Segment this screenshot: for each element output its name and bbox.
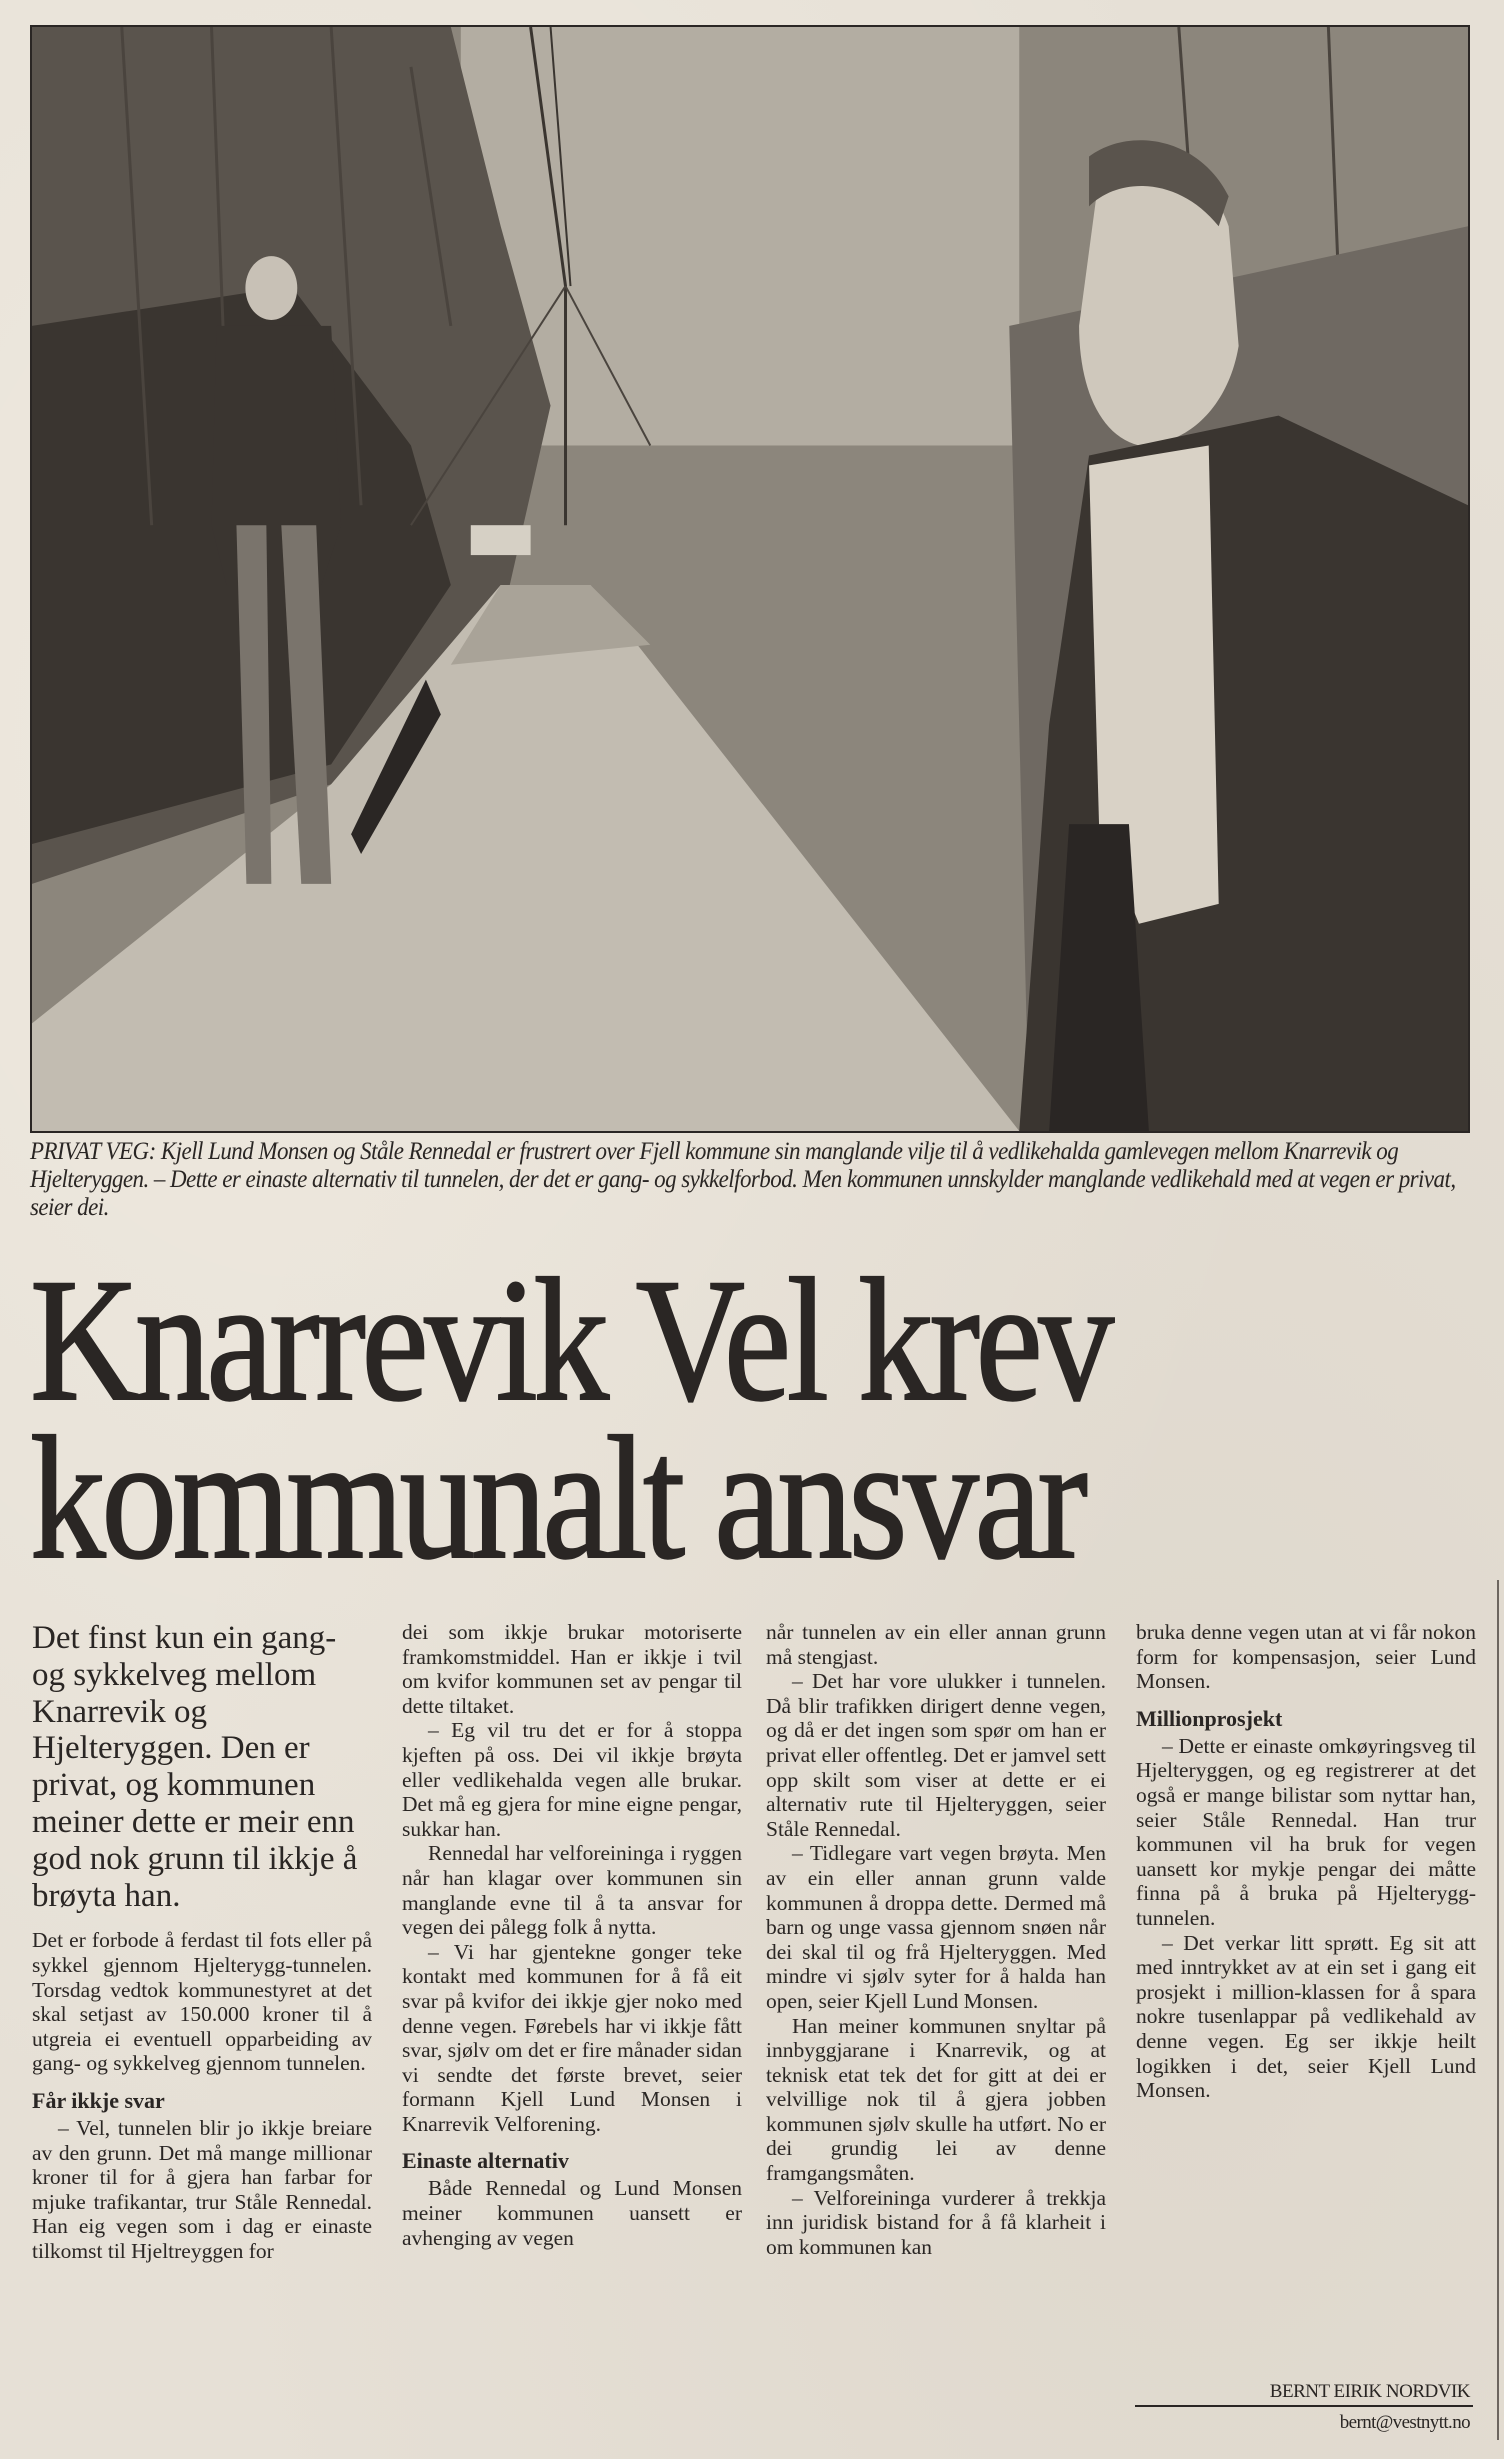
paragraph: bruka denne vegen utan at vi får nokon form for kompensasjon, seier Lund Monsen. bbox=[1136, 1620, 1476, 1694]
paragraph: – Det verkar litt sprøtt. Eg sit att med inntrykket av at ein set i gang eit prosjekt i million-klassen for å spara nokre tusenlappar på vedlikehald av denne vegen. Eg ser ikkje heilt logikken i det, seier Kjell Lund Monsen. bbox=[1136, 1930, 1476, 2103]
article-photo bbox=[30, 25, 1470, 1133]
column-rule bbox=[1497, 1580, 1499, 2440]
paragraph: – Dette er einaste omkøyringsveg til Hjelteryggen, og eg registrerer at det også er mange bilistar som nyttar han, seier Ståle Rennedal. Han trur kommunen vil ha bruk for vegen uansett kor mykje pengar dei måtte finna på å bruka på Hjelterygg-tunnelen. bbox=[1136, 1733, 1476, 1930]
paragraph: dei som ikkje brukar motoriserte framkomstmiddel. Han er ikkje i tvil om kvifor kommunen set av pengar til dette tiltaket. bbox=[402, 1620, 742, 1718]
photo-illustration bbox=[32, 27, 1468, 1131]
article-column-3 bbox=[766, 1620, 1106, 2259]
byline-author: BERNT EIRIK NORDVIK bbox=[1269, 2381, 1470, 2402]
headline-line-1: Knarrevik Vel krev bbox=[30, 1243, 1110, 1438]
paragraph: Rennedal har velforeininga i ryggen når han klagar over kommunen sin manglande evne til å ta ansvar for vegen dei pålegg folk å nytta. bbox=[402, 1841, 742, 1940]
paragraph: – Tidlegare vart vegen brøyta. Men av ein eller annan grunn valde kommunen å droppa dette. Dermed må barn og unge vassa gjennom snøen når dei skal til og frå Hjelteryggen. Med mindre vi sjølv syter for å halda han open, seier Kjell Lund Monsen. bbox=[766, 1841, 1106, 2013]
paragraph: – Vel, tunnelen blir jo ikkje breiare av den grunn. Det må mange millionar kroner til for å gjera han farbar for mjuke trafikantar, trur Ståle Rennedal. Han eig vegen som i dag er einaste tilkomst til Hjeltreyggen for bbox=[32, 2115, 372, 2263]
article-column-2 bbox=[402, 1620, 742, 2250]
caption-lead: PRIVAT VEG: bbox=[30, 1138, 156, 1165]
byline-email[interactable]: bernt@vestnytt.no bbox=[1339, 2412, 1470, 2433]
paragraph: Både Rennedal og Lund Monsen meiner kommunen uansett er avhenging av vegen bbox=[402, 2176, 742, 2250]
paragraph: når tunnelen av ein eller annan grunn må stengjast. bbox=[766, 1620, 1106, 1669]
paragraph: Det er forbode å ferdast til fots eller på sykkel gjennom Hjelterygg-tunnelen. Torsdag vedtok kommunestyret at det skal setjast av 150.000 kroner til å utgreia ei eventuell opparbeiding av gang- og sykkelveg gjennom tunnelen. bbox=[32, 1928, 372, 2076]
paragraph: – Eg vil tru det er for å stoppa kjeften på oss. Dei vil ikkje brøyta eller vedlikehalda vegen alle brukar. Det må eg gjera for mine eigne pengar, sukkar han. bbox=[402, 1718, 742, 1841]
paragraph: Han meiner kommunen snyltar på innbyggjarane i Knarrevik, og at teknisk etat tek det for gitt at dei er velvillige nok til å gjera jobben kommunen sjølv skulle ha utført. No er dei grundig lei av denne framgangsmåten. bbox=[766, 2013, 1106, 2186]
article-column-4 bbox=[1136, 1620, 1476, 2103]
article-column-1 bbox=[32, 1620, 372, 2264]
headline-line-2: kommunalt ansvar bbox=[30, 1401, 1084, 1596]
subheading: Får ikkje svar bbox=[32, 2087, 165, 2113]
paragraph: – Velforeininga vurderer å trekkja inn juridisk bistand for å få klarheit i om kommunen kan bbox=[766, 2185, 1106, 2259]
subheading: Millionprosjekt bbox=[1136, 1705, 1283, 1731]
paragraph: – Vi har gjentekne gonger teke kontakt med kommunen for å få eit svar på kvifor dei ikkje gjer noko med denne vegen. Førebels har vi ikkje fått svar, sjølv om det er fire månader sidan vi sendte det første brevet, seier formann Kjell Lund Monsen i Knarrevik Velforening. bbox=[402, 1939, 742, 2136]
subheading: Einaste alternativ bbox=[402, 2148, 569, 2174]
photo-caption bbox=[30, 1138, 1470, 1222]
ingress: Det finst kun ein gang- og sykkelveg mellom Knarrevik og Hjelteryggen. Den er privat, og kommunen meiner dette er meir enn god nok grunn til ikkje å brøyta han. bbox=[32, 1620, 358, 1914]
caption-text: Kjell Lund Monsen og Ståle Rennedal er frustrert over Fjell kommune sin manglande vilje til å vedlikehalda gamlevegen mellom Knarrevik og Hjelteryggen. – Dette er einaste alternativ til tunnelen, der det er gang- og sykkelforbod. Men kommunen unnskylder manglande vedlikehald med at vegen er privat, seier dei. bbox=[30, 1138, 1456, 1221]
byline-divider bbox=[1135, 2405, 1473, 2407]
paragraph: – Det har vore ulukker i tunnelen. Då blir trafikken dirigert denne vegen, og då er det ingen som spør om han er privat eller offentleg. Det er jamvel sett opp skilt som viser at dette er ei alternativ rute til Hjelteryggen, seier Ståle Rennedal. bbox=[766, 1669, 1106, 1841]
headline bbox=[30, 1243, 1483, 1596]
